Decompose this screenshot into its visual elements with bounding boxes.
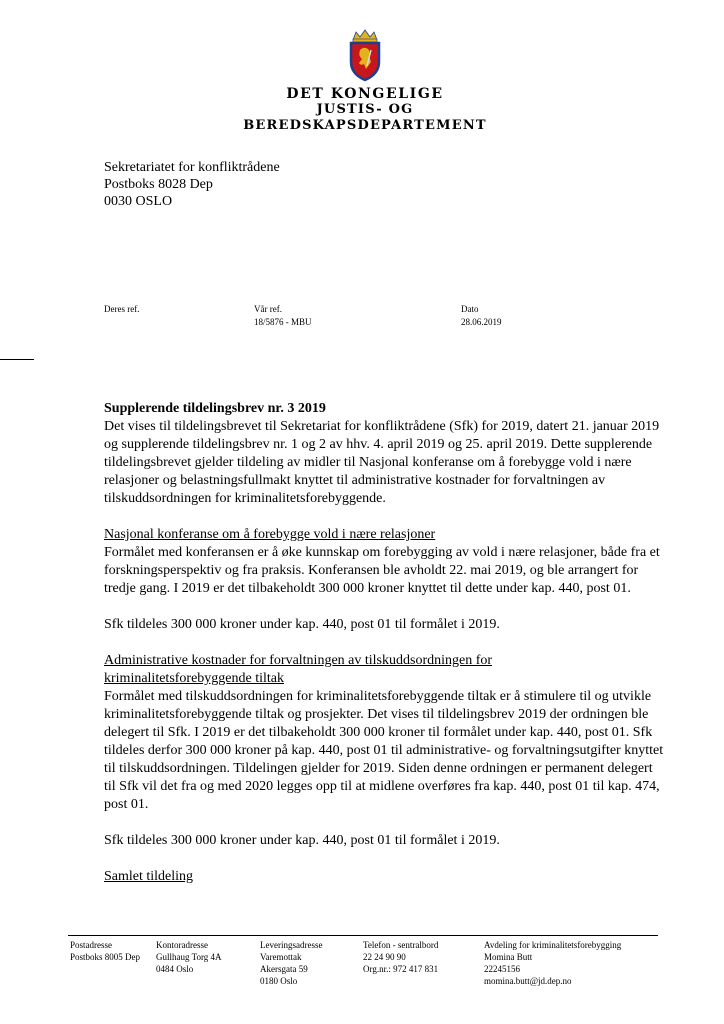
section1-heading: Nasjonal konferanse om å forebygge vold i nære relasjoner bbox=[104, 527, 436, 542]
ref-var bbox=[254, 303, 312, 329]
footer-kontoradresse-line2: 0484 Oslo bbox=[156, 964, 194, 974]
footer-divider bbox=[68, 935, 658, 936]
footer-kontoradresse bbox=[156, 939, 222, 975]
footer-kontoradresse-line1: Gullhaug Torg 4A bbox=[156, 952, 222, 962]
recipient-city: 0030 OSLO bbox=[104, 194, 173, 209]
section2-allocation: Sfk tildeles 300 000 kroner under kap. 440, post 01 til formålet i 2019. bbox=[104, 833, 500, 848]
footer-contact bbox=[484, 939, 621, 987]
ref-var-value: 18/5876 - MBU bbox=[254, 317, 312, 327]
footer-contact-name: Momina Butt bbox=[484, 952, 533, 962]
footer-leveringsadresse bbox=[260, 939, 322, 987]
letterhead bbox=[200, 26, 530, 134]
footer-contact-phone: 22245156 bbox=[484, 964, 520, 974]
footer-telefon-value: 22 24 90 90 bbox=[363, 952, 406, 962]
ref-dato bbox=[461, 303, 502, 329]
letter-title: Supplerende tildelingsbrev nr. 3 2019 bbox=[104, 401, 326, 416]
footer-postadresse bbox=[70, 939, 140, 963]
recipient-address bbox=[104, 159, 280, 210]
royal-crest-icon bbox=[337, 26, 393, 82]
ref-dato-value: 28.06.2019 bbox=[461, 317, 502, 327]
intro-paragraph: Det vises til tildelingsbrevet til Sekretariat for konfliktrådene (Sfk) for 2019, datert 21. januar 2019 og supplerende tildelingsbrev nr. 1 og 2 av hhv. 4. april 2019 og 25. april 2019. Dette supplerende tildelingsbrevet gjelder tildeling av midler til Nasjonal konferanse om å forebygge vold i nære relasjoner og belastningsfullmakt knyttet til administrative kostnader for forvaltningen av tilskuddsordningen for kriminalitetsforebyggende. bbox=[104, 419, 660, 506]
section3-heading: Samlet tildeling bbox=[104, 869, 194, 884]
recipient-name: Sekretariatet for konfliktrådene bbox=[104, 160, 280, 175]
section1-body: Formålet med konferansen er å øke kunnskap om forebygging av vold i nære relasjoner, både fra et forskningsperspektiv og fra praksis. Konferansen ble avholdt 22. mai 2019, og ble arrangert for tredje gang. I 2019 er det tilbakeholdt 300 000 kroner knyttet til dette under kap. 440, post 01. bbox=[104, 545, 660, 596]
ref-dato-label: Dato bbox=[461, 304, 479, 314]
department-name-line1: DET KONGELIGE bbox=[286, 86, 444, 102]
letter-body bbox=[104, 400, 664, 886]
footer-telefon-label: Telefon - sentralbord bbox=[363, 940, 439, 950]
department-name-line2: JUSTIS- OG BEREDSKAPSDEPARTEMENT bbox=[243, 102, 487, 133]
ref-deres-label: Deres ref. bbox=[104, 304, 140, 314]
footer-kontoradresse-label: Kontoradresse bbox=[156, 940, 208, 950]
footer-levering-line3: 0180 Oslo bbox=[260, 976, 298, 986]
footer-telefon bbox=[363, 939, 438, 975]
footer-levering-line2: Akersgata 59 bbox=[260, 964, 308, 974]
section2-heading: Administrative kostnader for forvaltningen av tilskuddsordningen for kriminalitetsforebyggende tiltak bbox=[104, 653, 493, 686]
recipient-postbox: Postboks 8028 Dep bbox=[104, 177, 213, 192]
footer-levering-line1: Varemottak bbox=[260, 952, 302, 962]
footer-postadresse-label: Postadresse bbox=[70, 940, 112, 950]
footer-contact-email[interactable]: momina.butt@jd.dep.no bbox=[484, 976, 572, 986]
footer-orgnr: Org.nr.: 972 417 831 bbox=[363, 964, 439, 974]
footer-postadresse-value: Postboks 8005 Dep bbox=[70, 952, 141, 962]
section1-allocation: Sfk tildeles 300 000 kroner under kap. 440, post 01 til formålet i 2019. bbox=[104, 617, 500, 632]
footer-avdeling: Avdeling for kriminalitetsforebygging bbox=[484, 940, 622, 950]
section2-body: Formålet med tilskuddsordningen for kriminalitetsforebyggende tiltak er å stimulere til og utvikle kriminalitetsforebyggende tiltak og prosjekter. Det vises til tildelingsbrev 2019 der ordningen ble delegert til Sfk. I 2019 er det tilbakeholdt 300 000 kroner til formålet under kap. 440, post 01. Sfk tildeles derfor 300 000 kroner på kap. 440, post 01 til administrative- og forvaltningsutgifter knyttet til tilskuddsordningen. Tildelingen gjelder for 2019. Siden denne ordningen er permanent delegert til Sfk vil det fra og med 2020 legges opp til at midlene overføres fra kap. 440, post 01 til kap. 474, post 01. bbox=[104, 689, 664, 812]
fold-mark bbox=[0, 359, 34, 360]
footer-levering-label: Leveringsadresse bbox=[260, 940, 323, 950]
ref-var-label: Vår ref. bbox=[254, 304, 282, 314]
ref-deres bbox=[104, 303, 139, 316]
